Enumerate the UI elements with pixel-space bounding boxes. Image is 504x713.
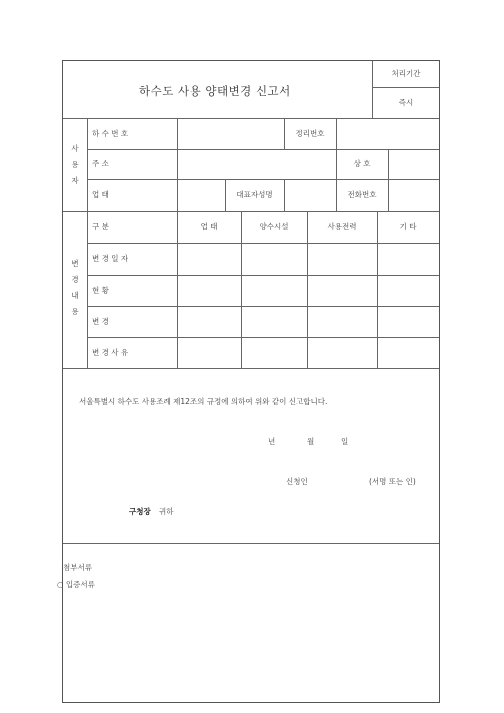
label-char: 용 xyxy=(71,160,79,169)
processing-period-value: 즉시 xyxy=(398,98,414,107)
divider-processing xyxy=(372,87,439,88)
change-label: 변 경 xyxy=(92,317,109,326)
category-header: 구 분 xyxy=(92,222,109,231)
divider-row xyxy=(87,179,439,180)
form-title: 하수도 사용 양태변경 신고서 xyxy=(139,84,291,98)
label-char: 사 xyxy=(71,144,79,153)
divider-row xyxy=(87,337,439,338)
processing-period-label: 처리기간 xyxy=(391,69,421,78)
reg-number-label: 정리번호 xyxy=(295,129,325,138)
divider-row xyxy=(87,275,439,276)
attachment-item: ○ 입증서류 xyxy=(57,580,95,589)
recipient-suffix: 귀하 xyxy=(159,507,174,516)
other-header: 기 타 xyxy=(399,222,417,231)
signature-label: (서명 또는 인) xyxy=(369,477,416,486)
divider-row xyxy=(87,149,439,150)
label-char: 경 xyxy=(71,275,79,284)
label-char: 용 xyxy=(71,307,79,316)
change-reason-label: 변 경 사 유 xyxy=(92,348,129,357)
divider-header xyxy=(63,118,439,119)
phone-label: 전화번호 xyxy=(347,190,377,199)
facility-header: 양수시설 xyxy=(259,222,289,231)
report-form xyxy=(57,60,440,703)
divider-section-label xyxy=(87,118,88,368)
divider-section xyxy=(63,211,439,212)
label-char: 변 xyxy=(71,259,79,268)
divider-col xyxy=(241,211,242,368)
change-date-label: 변 경 일 자 xyxy=(92,254,129,263)
address-label: 주 소 xyxy=(92,159,109,168)
recipient-name: 구청장 xyxy=(129,507,151,516)
business-header: 업 태 xyxy=(200,222,218,231)
change-section-label xyxy=(69,256,81,320)
attachments-label: 첨부서류 xyxy=(63,563,92,572)
divider-row xyxy=(87,306,439,307)
divider-col xyxy=(284,179,285,211)
label-char: 자 xyxy=(71,176,79,185)
rep-name-label: 대표자성명 xyxy=(236,190,273,199)
divider-section xyxy=(63,368,439,369)
user-section-label xyxy=(69,141,81,189)
current-status-label: 현 황 xyxy=(92,286,109,295)
sewer-number-label: 하 수 번 호 xyxy=(92,129,129,138)
applicant-label: 신청인 xyxy=(286,477,308,486)
date-year: 년 xyxy=(268,437,276,446)
divider-col xyxy=(177,179,178,211)
date-day: 일 xyxy=(341,437,349,446)
divider-col xyxy=(177,211,178,368)
divider-col xyxy=(307,211,308,368)
label-char: 내 xyxy=(71,291,79,300)
trade-name-label: 상 호 xyxy=(353,159,371,168)
divider-col xyxy=(377,211,378,368)
divider-col xyxy=(177,118,178,179)
divider-col xyxy=(336,118,337,149)
power-header: 사용전력 xyxy=(327,222,357,231)
date-month: 월 xyxy=(307,437,315,446)
divider-section xyxy=(63,543,439,544)
divider-col xyxy=(336,149,337,211)
divider-row xyxy=(87,243,439,244)
divider-col xyxy=(388,149,389,211)
business-type-label: 업 태 xyxy=(92,190,109,199)
statement-text: 서울특별시 하수도 사용조례 제12조의 규정에 의하여 위와 같이 신고합니다. xyxy=(79,397,328,406)
